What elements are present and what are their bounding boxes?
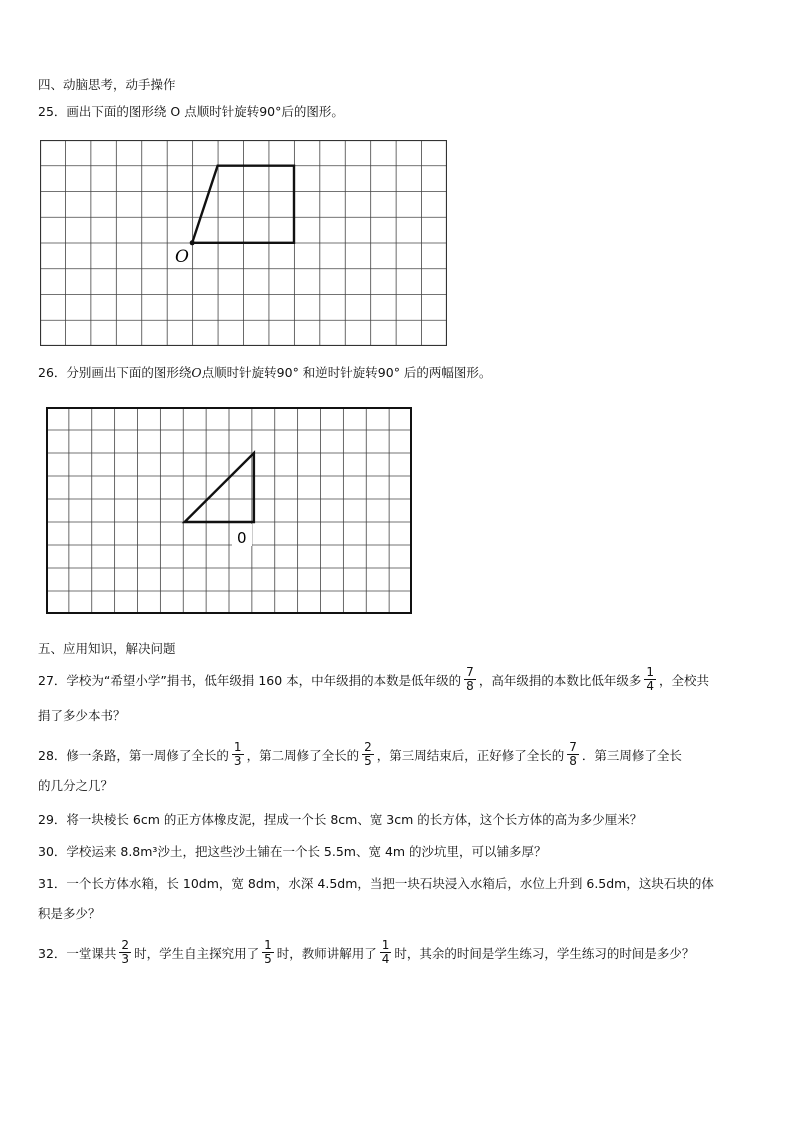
q27-text-3: ，全校共	[658, 673, 709, 688]
question-30	[38, 843, 547, 861]
question-25	[38, 103, 344, 121]
q30-text: 学校运来 8.8m³沙土，把这些沙土铺在一个长 5.5m、宽 4m 的沙坑里，可以铺多厚？	[66, 844, 547, 859]
q28-fraction-2	[362, 741, 374, 768]
q26-point-label: 0	[237, 529, 247, 547]
q28-text-1: 修一条路，第一周修了全长的	[66, 748, 229, 763]
question-28	[38, 740, 682, 770]
q32-f3-num: 1	[381, 938, 390, 952]
question-32	[38, 938, 695, 968]
q32-fraction-2	[262, 939, 274, 966]
q28-fraction-1	[232, 741, 244, 768]
q28-f2-num: 2	[364, 740, 372, 754]
q32-f3-den: 4	[381, 952, 390, 966]
q27-fraction-1	[464, 666, 476, 693]
question-27	[38, 665, 709, 695]
q32-f2-num: 1	[264, 938, 272, 952]
q32-f1-den: 3	[121, 952, 130, 966]
q27-text-2: ，高年级捐的本数比低年级多	[478, 673, 642, 688]
question-31	[38, 875, 714, 893]
q32-text-3: 时，教师讲解用了	[276, 946, 377, 961]
q32-text-2: 时，学生自主探究用了	[134, 946, 260, 961]
q25-point-o	[190, 240, 195, 245]
q28-text-3: ，第三周结束后，正好修了全长的	[376, 748, 565, 763]
q25-number: 25．	[38, 104, 67, 119]
q27-f1-den: 8	[466, 679, 474, 693]
section-5-title: 五、应用知识，解决问题	[38, 641, 176, 656]
question-31-line-2: 积是多少？	[38, 906, 101, 921]
q30-number: 30．	[38, 844, 67, 859]
q32-text-1: 一堂课共	[66, 946, 117, 961]
q32-fraction-1	[119, 939, 131, 966]
q25-point-label: O	[175, 247, 189, 267]
q31-text: 一个长方体水箱，长 10dm，宽 8dm，水深 4.5dm，当把一块石块浸入水箱后，水位上升到 6.5dm，这块石块的体	[66, 876, 714, 891]
q25-text: 画出下面的图形绕 O 点顺时针旋转90°后的图形。	[66, 104, 344, 119]
question-26	[38, 364, 491, 382]
q28-f3-num: 7	[569, 740, 577, 754]
q29-text: 将一块棱长 6cm 的正方体橡皮泥，捏成一个长 8cm、宽 3cm 的长方体，这个长方体的高为多少厘米？	[66, 812, 643, 827]
q27-f1-num: 7	[466, 665, 474, 679]
q26-triangle	[185, 453, 254, 522]
q26-text-pre: 分别画出下面的图形绕	[66, 365, 192, 380]
q27-f2-num: 1	[646, 665, 654, 679]
q32-fraction-3	[380, 939, 392, 966]
q27-fraction-2	[644, 666, 656, 693]
q27-number: 27．	[38, 673, 67, 688]
q28-text-2: ，第二周修了全长的	[246, 748, 360, 763]
q26-text-post: 点顺时针旋转90° 和逆时针旋转90° 后的两幅图形。	[201, 365, 492, 380]
q27-f2-den: 4	[646, 679, 654, 693]
question-28-line-2: 的几分之几？	[38, 778, 114, 793]
q28-f3-den: 8	[569, 754, 577, 768]
question-29	[38, 811, 642, 829]
grid-q25	[40, 140, 447, 346]
q28-text-4: ．第三周修了全长	[581, 748, 682, 763]
q31-number: 31．	[38, 876, 67, 891]
question-27-line-2: 捐了多少本书？	[38, 708, 126, 723]
q28-number: 28．	[38, 748, 67, 763]
q27-text-1: 学校为“希望小学”捐书，低年级捐 160 本，中年级捐的本数是低年级的	[66, 673, 462, 688]
q32-text-4: 时，其余的时间是学生练习，学生练习的时间是多少？	[394, 946, 695, 961]
q26-number: 26．	[38, 365, 67, 380]
q32-f1-num: 2	[121, 938, 130, 952]
q32-f2-den: 5	[264, 952, 272, 966]
q26-point: O	[191, 365, 202, 380]
q28-f2-den: 5	[364, 754, 372, 768]
q28-f1-den: 3	[233, 754, 242, 768]
q29-number: 29．	[38, 812, 67, 827]
q32-number: 32．	[38, 946, 67, 961]
q28-f1-num: 1	[233, 740, 242, 754]
section-4-title: 四、动脑思考，动手操作	[38, 77, 176, 92]
grid-q26	[46, 407, 412, 614]
q28-fraction-3	[567, 741, 579, 768]
